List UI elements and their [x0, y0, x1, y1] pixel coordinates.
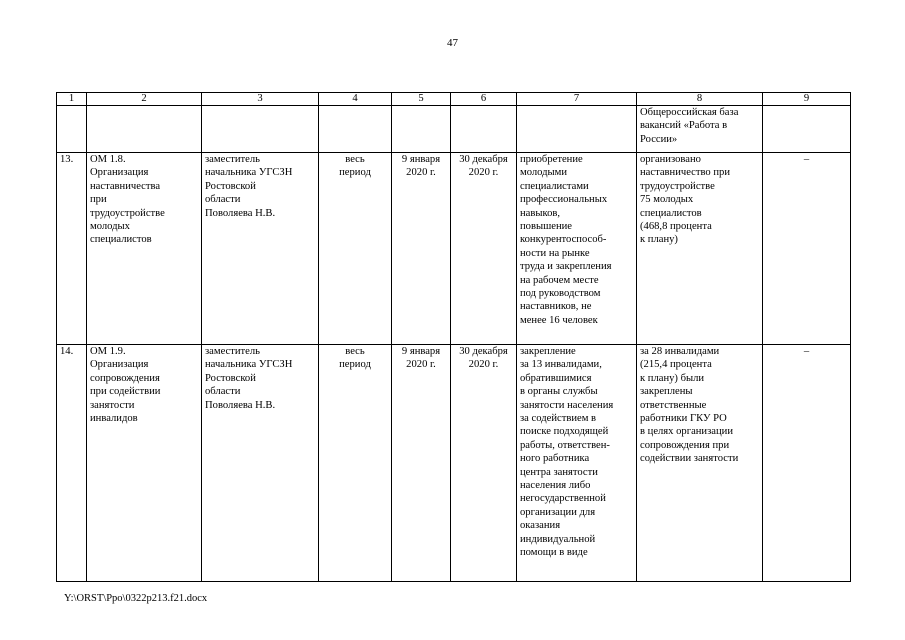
start-date-cell: 9 января 2020 г. — [392, 345, 451, 582]
table-row — [57, 345, 851, 582]
note-cell: – — [763, 153, 851, 345]
event-cell: ОМ 1.8. Организация наставничества при трудоустройстве молодых специалистов — [87, 153, 202, 345]
header-cell: 6 — [451, 93, 517, 106]
actual-result-cell: за 28 инвалидами (215,4 процента к плану) были закреплены ответственные работники ГКУ РО в целях организации сопровождения при содействии занятости — [637, 345, 763, 582]
report-table — [56, 92, 851, 582]
expected-result-cell: приобретение молодыми специалистами профессиональных навыков, повышение конкурентоспособ- ности на рынке труда и закрепления на рабочем месте под руководством наставников, не менее 16 человек — [517, 153, 637, 345]
header-cell: 9 — [763, 93, 851, 106]
end-date-cell: 30 декабря 2020 г. — [451, 345, 517, 582]
header-cell: 4 — [319, 93, 392, 106]
event-cell: ОМ 1.9. Организация сопровождения при содействии занятости инвалидов — [87, 345, 202, 582]
period-cell: весь период — [319, 345, 392, 582]
continuation-result-cell: Общероссийская база вакансий «Работа в России» — [637, 106, 763, 153]
responsible-cell: заместитель начальника УГСЗН Ростовской области Поволяева Н.В. — [202, 153, 319, 345]
table-row — [57, 153, 851, 345]
page-number: 47 — [447, 37, 458, 49]
file-path-footer: Y:\ORST\Ppo\0322p213.f21.docx — [64, 593, 208, 604]
header-cell: 8 — [637, 93, 763, 106]
header-cell: 5 — [392, 93, 451, 106]
expected-result-cell: закрепление за 13 инвалидами, обратившимися в органы службы занятости населения за содействием в поиске подходящей работы, ответствен- ного работника центра занятости населения либо негосударственной организации для оказания индивидуальной помощи в виде — [517, 345, 637, 582]
responsible-cell: заместитель начальника УГСЗН Ростовской области Поволяева Н.В. — [202, 345, 319, 582]
note-cell: – — [763, 345, 851, 582]
header-cell: 1 — [57, 93, 87, 106]
start-date-cell: 9 января 2020 г. — [392, 153, 451, 345]
actual-result-cell: организовано наставничество при трудоустройстве 75 молодых специалистов (468,8 процента к плану) — [637, 153, 763, 345]
row-number: 14. — [57, 345, 87, 582]
row-number: 13. — [57, 153, 87, 345]
header-row — [57, 93, 851, 106]
header-cell: 3 — [202, 93, 319, 106]
end-date-cell: 30 декабря 2020 г. — [451, 153, 517, 345]
continuation-row — [57, 106, 851, 153]
period-cell: весь период — [319, 153, 392, 345]
header-cell: 7 — [517, 93, 637, 106]
header-cell: 2 — [87, 93, 202, 106]
